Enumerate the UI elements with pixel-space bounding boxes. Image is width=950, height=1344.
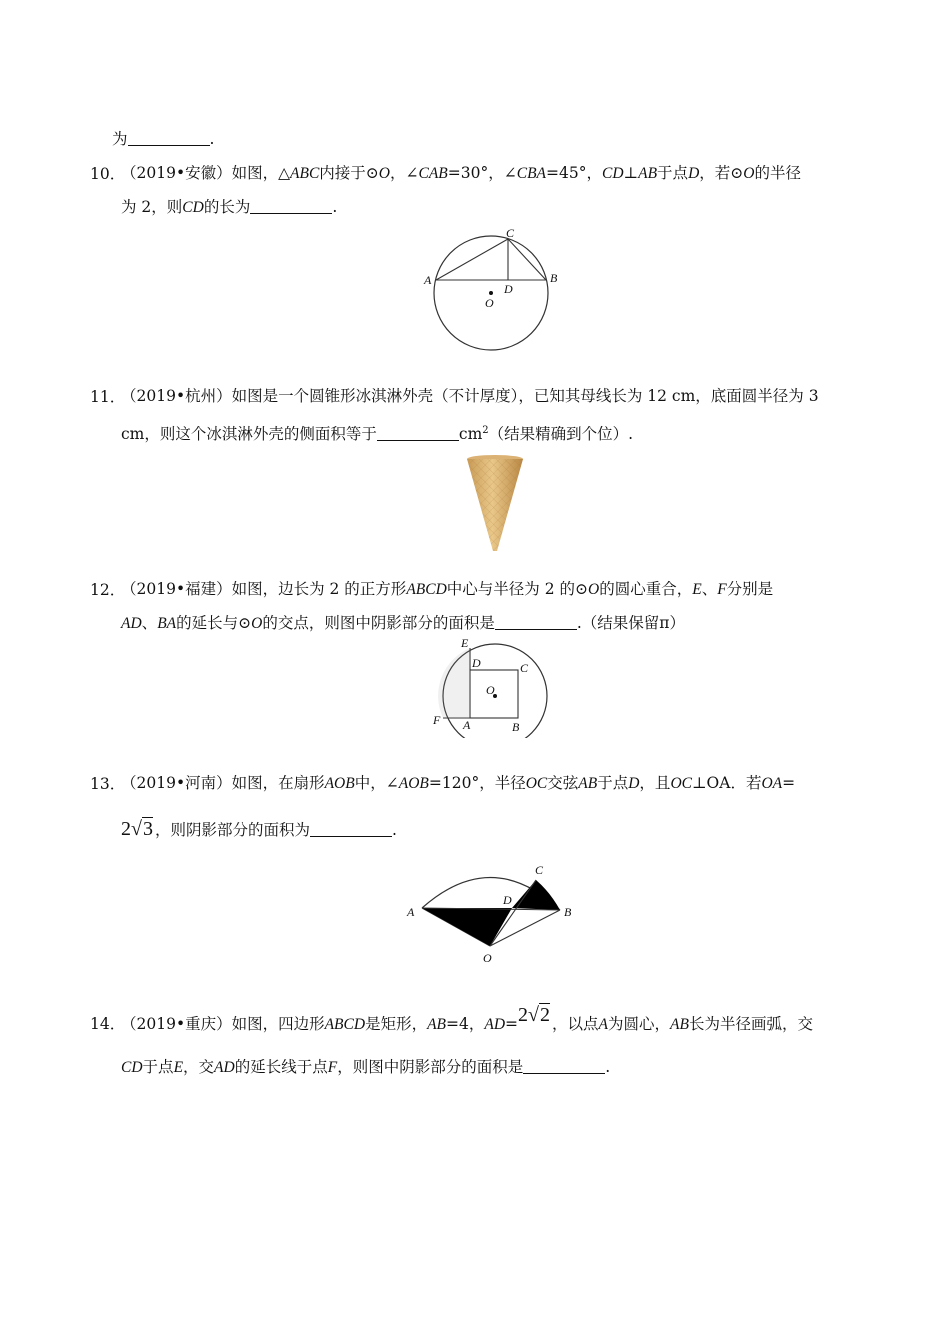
label-c: C bbox=[506, 226, 515, 240]
label-c: C bbox=[535, 863, 544, 877]
center-dot bbox=[489, 291, 493, 295]
question-number: 10． bbox=[90, 165, 126, 183]
shaded-triangle-aod bbox=[422, 908, 512, 946]
label-a: A bbox=[424, 273, 432, 287]
segment-bc bbox=[508, 239, 546, 280]
answer-blank[interactable] bbox=[377, 425, 459, 441]
label-b: B bbox=[550, 271, 558, 285]
question-number: 13． bbox=[90, 775, 126, 793]
label-o: O bbox=[486, 683, 495, 697]
q12-square-circle-figure bbox=[428, 634, 560, 738]
shaded-segment-bcd bbox=[512, 880, 560, 910]
shaded-region bbox=[438, 648, 470, 718]
segment-ac bbox=[436, 239, 508, 280]
label-b: B bbox=[512, 720, 520, 734]
ice-cream-cone-image bbox=[464, 452, 526, 554]
q13-line2: 2√3 ，则阴影部分的面积为 . bbox=[121, 818, 397, 840]
answer-blank[interactable] bbox=[310, 821, 392, 837]
answer-blank[interactable] bbox=[523, 1058, 605, 1074]
label-b: B bbox=[564, 905, 572, 919]
q13-sector-figure bbox=[402, 858, 582, 968]
label-o: O bbox=[483, 951, 492, 965]
label-a: A bbox=[463, 718, 471, 732]
q12-line1: （2019•福建）如图，边长为 2 的正方形ABCD中心与半径为 2 的⊙O的圆心重合，E、F分别是 bbox=[121, 580, 774, 598]
label-d: D bbox=[504, 282, 513, 296]
math-2-root-2: 2√2 bbox=[518, 1004, 551, 1026]
label-c: C bbox=[520, 661, 529, 675]
label-d: D bbox=[472, 656, 481, 670]
question-number: 11． bbox=[90, 388, 126, 406]
q13-line1: （2019•河南）如图，在扇形AOB中，∠AOB=120°，半径OC交弦AB于点D，且OC⊥OA．若OA= bbox=[121, 774, 796, 792]
q10-line1: （2019•安徽）如图，△ABC内接于⊙O，∠CAB=30°，∠CBA=45°，CD⊥AB于点D，若⊙O的半径 bbox=[121, 164, 801, 182]
q14-line1: （2019•重庆）如图，四边形ABCD是矩形，AB=4，AD=2√2 ，以点A为圆心，AB长为半径画弧，交 bbox=[121, 1004, 813, 1033]
label-d: D bbox=[503, 893, 512, 907]
q10-circle-figure bbox=[418, 222, 568, 354]
q14-line2: CD于点E，交AD的延长线于点F，则图中阴影部分的面积是 . bbox=[121, 1058, 611, 1076]
q11-line1: （2019•杭州）如图是一个圆锥形冰淇淋外壳（不计厚度），已知其母线长为 12 cm，底面圆半径为 3 bbox=[121, 387, 819, 405]
label-f: F bbox=[433, 713, 441, 727]
answer-blank[interactable] bbox=[495, 614, 577, 630]
answer-blank[interactable] bbox=[250, 198, 332, 214]
label-e: E bbox=[461, 636, 469, 650]
label-o: O bbox=[485, 296, 494, 310]
prev-answer-line: 为 . bbox=[112, 130, 215, 148]
question-number: 14． bbox=[90, 1015, 126, 1033]
q11-line2: cm，则这个冰淇淋外壳的侧面积等于 $cm^2$（结果精确到个位）. bbox=[121, 425, 634, 443]
q10-line2: 为 2，则CD的长为 . bbox=[121, 198, 338, 216]
answer-blank[interactable] bbox=[128, 130, 210, 146]
q12-line2: AD、BA的延长与⊙O的交点，则图中阴影部分的面积是 .（结果保留π） bbox=[121, 614, 685, 632]
label-a: A bbox=[407, 905, 415, 919]
question-number: 12． bbox=[90, 581, 126, 599]
math-2-root-3: 2√3 bbox=[121, 818, 153, 840]
